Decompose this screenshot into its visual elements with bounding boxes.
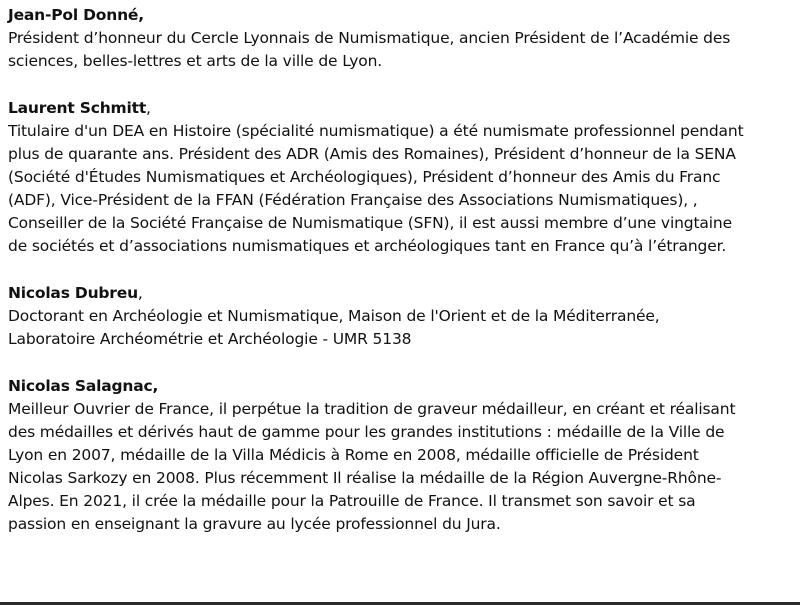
name-separator: ,: [137, 284, 143, 302]
bio-line: Président d’honneur du Cercle Lyonnais de Numismatique, ancien Président de l’Académie des: [8, 29, 731, 47]
person-name: Nicolas Salagnac: [8, 377, 153, 395]
bio-line: Laboratoire Archéométrie et Archéologie - UMR 5138: [8, 330, 412, 348]
document-body: [8, 4, 794, 560]
name-separator: ,: [138, 6, 145, 24]
bio-line: plus de quarante ans. Président des ADR (Amis des Romaines), Président d’honneur de la SENA: [8, 145, 736, 163]
bio-line: sciences, belles-lettres et arts de la ville de Lyon.: [8, 52, 383, 70]
bio-line: passion en enseignant la gravure au lycée professionnel du Jura.: [8, 515, 501, 533]
bio-line: Titulaire d'un DEA en Histoire (spécialité numismatique) a été numismate professionnel pendant: [8, 122, 744, 140]
bio-line: Meilleur Ouvrier de France, il perpétue la tradition de graveur médailleur, en créant et réalisant: [8, 400, 736, 418]
entry-heading: [8, 375, 794, 398]
person-name: Laurent Schmitt: [8, 99, 147, 117]
bio-line: (ADF), Vice-Président de la FFAN (Fédération Française des Associations Numismatiques), ,: [8, 191, 698, 209]
person-name: Nicolas Dubreu: [8, 284, 138, 302]
name-separator: ,: [146, 99, 151, 117]
bio-text: [8, 27, 794, 73]
bio-line: Lyon en 2007, médaille de la Villa Médicis à Rome en 2008, médaille officielle de Président: [8, 446, 699, 464]
bio-entry-jean-pol-donne: [8, 4, 794, 73]
person-name: Jean-Pol Donné: [8, 6, 139, 24]
bio-text: [8, 305, 794, 351]
bio-entry-laurent-schmitt: [8, 97, 794, 258]
bio-line: Nicolas Sarkozy en 2008. Plus récemment Il réalise la médaille de la Région Auvergne-Rhône-: [8, 469, 722, 487]
entry-heading: [8, 97, 794, 120]
bio-entry-nicolas-salagnac: [8, 375, 794, 536]
bio-entry-nicolas-dubreu: [8, 282, 794, 351]
name-separator: ,: [152, 377, 159, 395]
bio-line: des médailles et dérivés haut de gamme pour les grandes institutions : médaille de la Ville de: [8, 423, 725, 441]
bio-text: [8, 120, 794, 258]
bio-line: de sociétés et d’associations numismatiques et archéologiques tant en France qu’à l’étranger.: [8, 237, 727, 255]
bio-line: Doctorant en Archéologie et Numismatique, Maison de l'Orient et de la Méditerranée,: [8, 307, 660, 325]
entry-heading: [8, 282, 794, 305]
bio-line: Conseiller de la Société Française de Numismatique (SFN), il est aussi membre d’une vingtaine: [8, 214, 732, 232]
bio-line: Alpes. En 2021, il crée la médaille pour la Patrouille de France. Il transmet son savoir et sa: [8, 492, 696, 510]
entry-heading: [8, 4, 794, 27]
bio-line: (Société d'Études Numismatiques et Archéologiques), Président d’honneur des Amis du Franc: [8, 168, 721, 186]
bio-text: [8, 398, 794, 536]
